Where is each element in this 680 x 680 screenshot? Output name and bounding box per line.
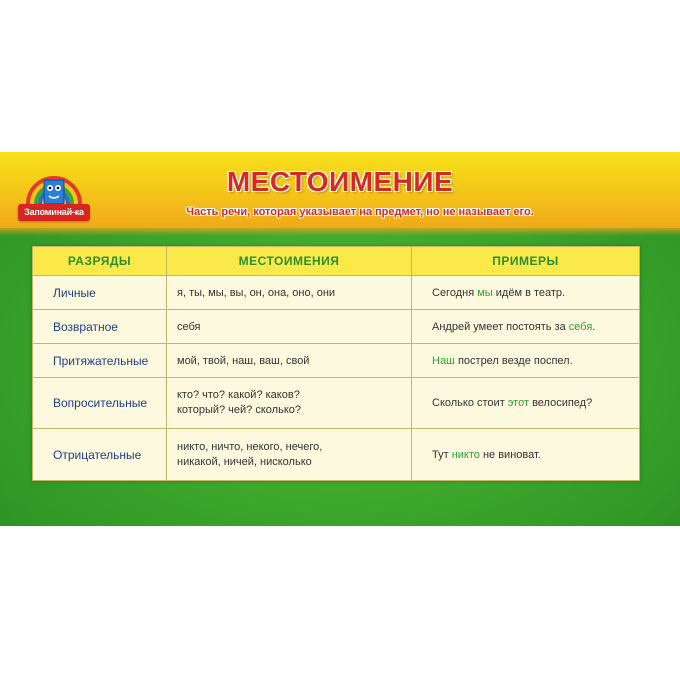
pronouns-cell	[167, 429, 412, 480]
example-highlight: этот	[507, 397, 529, 409]
example-text: Сегодня	[432, 286, 475, 299]
example-highlight: себя	[568, 320, 593, 333]
pronouns-line: никакой, ничей, нисколько	[177, 455, 312, 468]
table-header-row	[33, 247, 639, 275]
category-cell: Вопросительные	[33, 378, 167, 428]
category-cell: Личные	[33, 276, 167, 309]
example-text: Андрей умеет постоять за	[432, 320, 566, 333]
header-categories: РАЗРЯДЫ	[33, 247, 167, 275]
category-cell: Притяжательные	[33, 344, 167, 377]
example-text: не виноват.	[482, 448, 541, 461]
example-text: .	[592, 320, 596, 333]
table-row	[33, 275, 639, 309]
category-cell: Возвратное	[33, 310, 167, 343]
header-pronouns: МЕСТОИМЕНИЯ	[167, 247, 412, 275]
example-cell	[412, 276, 639, 309]
logo-caption: Запоминай-ка	[18, 204, 90, 221]
example-text: Тут	[432, 448, 449, 461]
table-row	[33, 428, 639, 480]
example-text: Сколько стоит	[432, 397, 505, 409]
header-examples: ПРИМЕРЫ	[492, 254, 559, 268]
table-row	[33, 377, 639, 428]
poster-card	[0, 152, 680, 526]
example-highlight: мы	[477, 286, 493, 299]
header-band	[0, 152, 680, 228]
example-cell	[412, 310, 639, 343]
example-highlight: никто	[451, 448, 480, 461]
example-text: идём в театр.	[495, 286, 566, 299]
table-row	[33, 309, 639, 343]
pronouns-cell: мой, твой, наш, ваш, свой	[167, 344, 412, 377]
example-highlight: Наш	[432, 354, 455, 367]
example-text: пострел везде поспел.	[457, 354, 573, 367]
example-cell	[412, 429, 639, 480]
pronouns-cell: себя	[167, 310, 412, 343]
pronouns-line: который? чей? сколько?	[177, 404, 301, 416]
pronouns-cell: я, ты, мы, вы, он, она, оно, они	[167, 276, 412, 309]
example-cell	[412, 344, 639, 377]
pronouns-line: кто? что? какой? каков?	[177, 389, 300, 401]
page-subtitle: Часть речи, которая указывает на предмет, но не называет его.	[186, 206, 534, 218]
category-cell: Отрицательные	[33, 429, 167, 480]
pronouns-cell	[167, 378, 412, 428]
example-cell	[412, 378, 639, 428]
example-text: велосипед?	[532, 397, 593, 409]
table-row	[33, 343, 639, 377]
pronoun-table	[32, 246, 640, 481]
pronouns-line: никто, ничто, некого, нечего,	[177, 440, 323, 453]
page-title: МЕСТОИМЕНИЕ	[226, 166, 454, 197]
